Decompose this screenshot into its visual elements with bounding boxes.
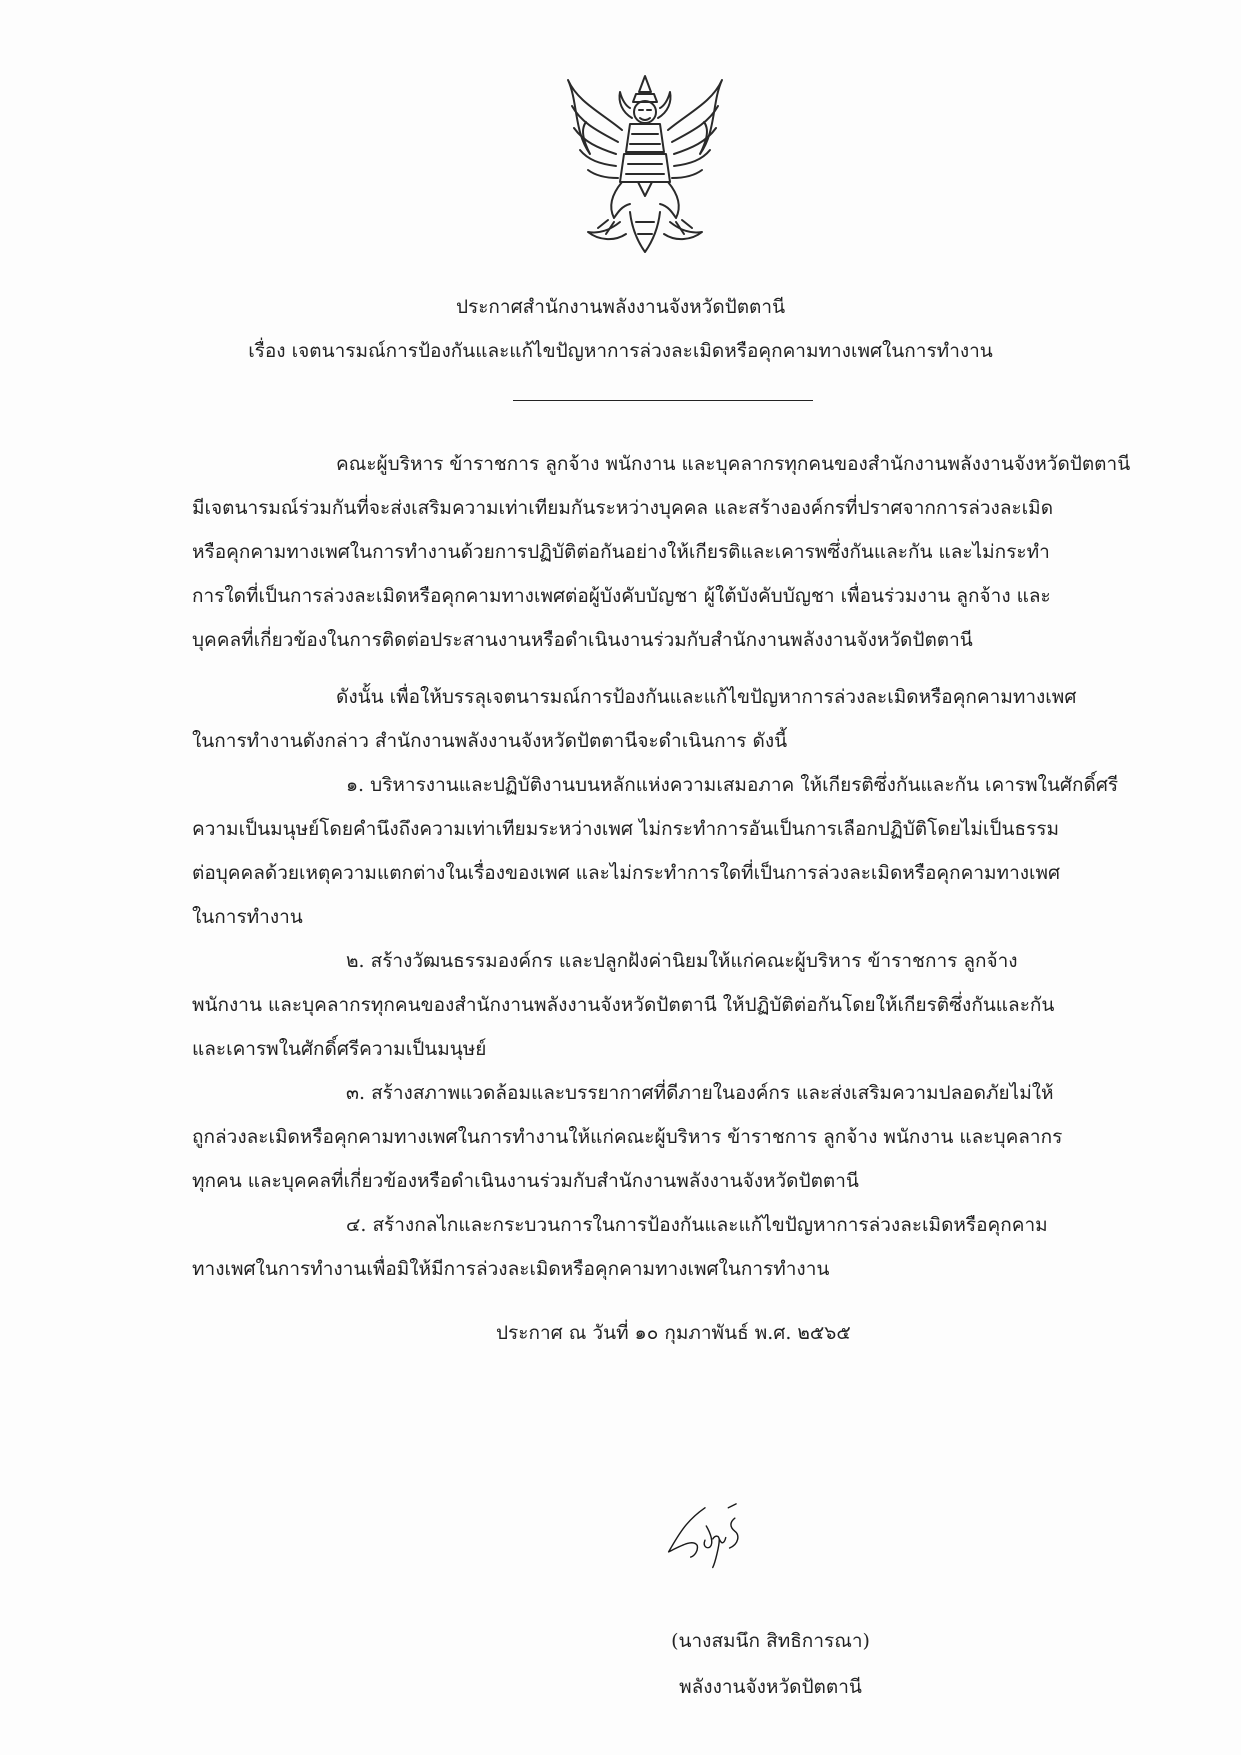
body-line: ดังนั้น เพื่อให้บรรลุเจตนารมณ์การป้องกันและแก้ไขปัญหาการล่วงละเมิดหรือคุกคามทางเพศ — [336, 686, 1077, 708]
body-line: ๓. สร้างสภาพแวดล้อมและบรรยากาศที่ดีภายในองค์กร และส่งเสริมความปลอดภัยไม่ให้ — [346, 1082, 1054, 1104]
garuda-emblem-icon — [560, 72, 730, 257]
header-divider — [513, 400, 813, 401]
body-line: การใดที่เป็นการล่วงละเมิดหรือคุกคามทางเพศต่อผู้บังคับบัญชา ผู้ใต้บังคับบัญชา เพื่อนร่วมงาน ลูกจ้าง และ — [192, 585, 1051, 607]
body-line: ๔. สร้างกลไกและกระบวนการในการป้องกันและแก้ไขปัญหาการล่วงละเมิดหรือคุกคาม — [346, 1214, 1048, 1236]
body-line: ถูกล่วงละเมิดหรือคุกคามทางเพศในการทำงานให้แก่คณะผู้บริหาร ข้าราชการ ลูกจ้าง พนักงาน และบุคลากร — [192, 1126, 1063, 1148]
announcement-date: ประกาศ ณ วันที่ ๑๐ กุมภาพันธ์ พ.ศ. ๒๕๖๕ — [496, 1322, 851, 1344]
announcement-title: ประกาศสำนักงานพลังงานจังหวัดปัตตานี — [455, 296, 786, 318]
body-line: ความเป็นมนุษย์โดยคำนึงถึงความเท่าเทียมระหว่างเพศ ไม่กระทำการอันเป็นการเลือกปฏิบัติโดยไม่เป็นธรรม — [192, 818, 1059, 840]
body-line: ทุกคน และบุคคลที่เกี่ยวข้องหรือดำเนินงานร่วมกับสำนักงานพลังงานจังหวัดปัตตานี — [192, 1170, 859, 1192]
signatory-name: (นางสมนึก สิทธิการณา) — [671, 1630, 870, 1652]
body-line: บุคคลที่เกี่ยวข้องในการติดต่อประสานงานหรือดำเนินงานร่วมกับสำนักงานพลังงานจังหวัดปัตตานี — [192, 629, 973, 651]
body-line: ๑. บริหารงานและปฏิบัติงานบนหลักแห่งความเสมอภาค ให้เกียรติซึ่งกันและกัน เคารพในศักดิ์ศรี — [346, 774, 1119, 796]
body-line: ต่อบุคคลด้วยเหตุความแตกต่างในเรื่องของเพศ และไม่กระทำการใดที่เป็นการล่วงละเมิดหรือคุกคามทางเพศ — [192, 862, 1061, 884]
body-line: หรือคุกคามทางเพศในการทำงานด้วยการปฏิบัติต่อกันอย่างให้เกียรติและเคารพซึ่งกันและกัน และไม่กระทำ — [192, 541, 1050, 563]
body-line: และเคารพในศักดิ์ศรีความเป็นมนุษย์ — [192, 1038, 487, 1060]
body-line: ๒. สร้างวัฒนธรรมองค์กร และปลูกฝังค่านิยมให้แก่คณะผู้บริหาร ข้าราชการ ลูกจ้าง — [346, 950, 1018, 972]
body-line: มีเจตนารมณ์ร่วมกันที่จะส่งเสริมความเท่าเทียมกันระหว่างบุคคล และสร้างองค์กรที่ปราศจากการล่วงละเมิด — [192, 497, 1054, 519]
body-line: คณะผู้บริหาร ข้าราชการ ลูกจ้าง พนักงาน และบุคลากรทุกคนของสำนักงานพลังงานจังหวัดปัตตานี — [336, 453, 1131, 475]
signatory-position: พลังงานจังหวัดปัตตานี — [679, 1676, 862, 1698]
body-line: ในการทำงานดังกล่าว สำนักงานพลังงานจังหวัดปัตตานีจะดำเนินการ ดังนี้ — [192, 730, 788, 752]
handwritten-signature — [590, 1500, 890, 1620]
body-line: พนักงาน และบุคลากรทุกคนของสำนักงานพลังงานจังหวัดปัตตานี ให้ปฏิบัติต่อกันโดยให้เกียรติซึ่งกันและกัน — [192, 994, 1055, 1016]
announcement-subject: เรื่อง เจตนารมณ์การป้องกันและแก้ไขปัญหาการล่วงละเมิดหรือคุกคามทางเพศในการทำงาน — [248, 340, 993, 362]
body-line: ในการทำงาน — [192, 906, 303, 928]
body-line: ทางเพศในการทำงานเพื่อมิให้มีการล่วงละเมิดหรือคุกคามทางเพศในการทำงาน — [192, 1258, 830, 1280]
